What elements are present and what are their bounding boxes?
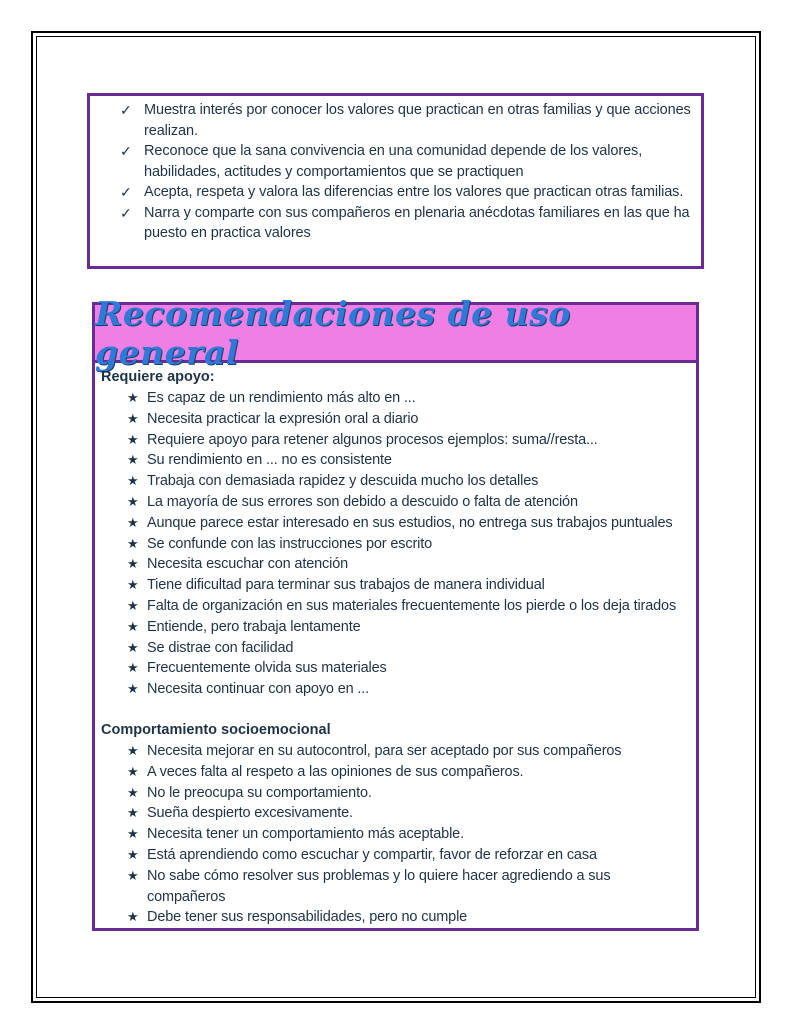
list-item bbox=[127, 409, 690, 430]
list-item-text: Necesita mejorar en su autocontrol, para ser aceptado por sus compañeros bbox=[147, 742, 622, 759]
list-item-text: Sueña despierto excesivamente. bbox=[147, 805, 353, 822]
star-icon: ★ bbox=[127, 535, 139, 551]
list-item bbox=[127, 575, 690, 596]
star-icon: ★ bbox=[127, 660, 139, 676]
list-item-text: No sabe cómo resolver sus problemas y lo quiere hacer agrediendo a sus compañeros bbox=[147, 867, 611, 905]
star-icon: ★ bbox=[127, 909, 139, 925]
star-icon: ★ bbox=[127, 577, 139, 593]
list-item-text: Está aprendiendo como escuchar y compartir, favor de reforzar en casa bbox=[147, 846, 597, 863]
list-item-text: Necesita tener un comportamiento más aceptable. bbox=[147, 826, 464, 843]
checkmark-icon: ✓ bbox=[120, 102, 132, 118]
list-item bbox=[127, 471, 690, 492]
list-item-text: Trabaja con demasiada rapidez y descuida mucho los detalles bbox=[147, 473, 539, 490]
list-item bbox=[127, 638, 690, 659]
behavior-list bbox=[101, 741, 690, 928]
list-item bbox=[127, 430, 690, 451]
star-icon: ★ bbox=[127, 639, 139, 655]
star-icon: ★ bbox=[127, 867, 139, 883]
list-item-text: Reconoce que la sana convivencia en una comunidad depende de los valores, habilidades, actitudes y comportamientos que se practiquen bbox=[144, 143, 643, 180]
list-item bbox=[127, 617, 690, 638]
list-item-text: Aunque parece estar interesado en sus estudios, no entrega sus trabajos puntuales bbox=[147, 514, 673, 531]
list-item bbox=[127, 845, 690, 866]
list-item bbox=[127, 866, 690, 908]
star-icon: ★ bbox=[127, 431, 139, 447]
list-item bbox=[127, 679, 690, 700]
list-item-text: Su rendimiento en ... no es consistente bbox=[147, 452, 392, 469]
star-icon: ★ bbox=[127, 826, 139, 842]
list-item bbox=[127, 534, 690, 555]
list-item bbox=[127, 783, 690, 804]
behavior-heading: Comportamiento socioemocional bbox=[101, 721, 331, 738]
list-item bbox=[127, 388, 690, 409]
recommendations-body bbox=[95, 363, 696, 928]
list-item bbox=[127, 907, 690, 928]
list-item-text: Tiene dificultad para terminar sus trabajos de manera individual bbox=[147, 577, 545, 594]
recommendations-header bbox=[95, 293, 696, 372]
list-item-text: Muestra interés por conocer los valores que practican en otras familias y que acciones realizan. bbox=[144, 102, 691, 139]
support-heading: Requiere apoyo: bbox=[101, 369, 215, 385]
star-icon: ★ bbox=[127, 390, 139, 405]
objectives-box bbox=[87, 93, 704, 269]
list-item-text: Necesita practicar la expresión oral a diario bbox=[147, 410, 419, 427]
star-icon: ★ bbox=[127, 410, 139, 426]
list-item bbox=[127, 803, 690, 824]
list-item-text: Requiere apoyo para retener algunos procesos ejemplos: suma//resta... bbox=[147, 431, 598, 448]
objectives-list bbox=[120, 100, 693, 244]
list-item bbox=[120, 141, 693, 182]
star-icon: ★ bbox=[127, 805, 139, 821]
list-item bbox=[127, 658, 690, 679]
list-item-text: Necesita continuar con apoyo en ... bbox=[147, 681, 370, 698]
checkmark-icon: ✓ bbox=[120, 143, 132, 159]
list-item-text: Frecuentemente olvida sus materiales bbox=[147, 660, 387, 677]
list-item bbox=[127, 513, 690, 534]
star-icon: ★ bbox=[127, 514, 139, 530]
recommendations-box bbox=[92, 293, 699, 931]
list-item bbox=[120, 203, 693, 244]
list-item-text: Entiende, pero trabaja lentamente bbox=[147, 618, 361, 635]
checkmark-icon: ✓ bbox=[120, 184, 132, 200]
list-item-text: A veces falta al respeto a las opiniones de sus compañeros. bbox=[147, 763, 524, 780]
list-item bbox=[127, 741, 690, 762]
section-spacer bbox=[101, 700, 690, 720]
star-icon: ★ bbox=[127, 763, 139, 779]
star-icon: ★ bbox=[127, 784, 139, 800]
list-item bbox=[127, 824, 690, 845]
list-item-text: Falta de organización en sus materiales frecuentemente los pierde o los deja tirados bbox=[147, 597, 677, 614]
list-item bbox=[127, 762, 690, 783]
star-icon: ★ bbox=[127, 681, 139, 697]
list-item bbox=[127, 450, 690, 471]
list-item-text: Acepta, respeta y valora las diferencias entre los valores que practican otras familias. bbox=[144, 184, 684, 200]
star-icon: ★ bbox=[127, 473, 139, 489]
star-icon: ★ bbox=[127, 618, 139, 634]
list-item-text: La mayoría de sus errores son debido a descuido o falta de atención bbox=[147, 493, 578, 510]
list-item-text: Se confunde con las instrucciones por escrito bbox=[147, 535, 433, 552]
list-item-text: No le preocupa su comportamiento. bbox=[147, 784, 372, 801]
recommendations-title: Recomendaciones de uso general bbox=[95, 293, 571, 372]
list-item bbox=[127, 554, 690, 575]
star-icon: ★ bbox=[127, 742, 139, 758]
star-icon: ★ bbox=[127, 846, 139, 862]
star-icon: ★ bbox=[127, 597, 139, 613]
list-item bbox=[127, 596, 690, 617]
list-item-text: Narra y comparte con sus compañeros en plenaria anécdotas familiares en las que ha puesto en practica valores bbox=[144, 204, 690, 241]
list-item bbox=[120, 182, 693, 203]
list-item-text: Es capaz de un rendimiento más alto en ... bbox=[147, 390, 416, 406]
list-item-text: Debe tener sus responsabilidades, pero no cumple bbox=[147, 909, 468, 926]
star-icon: ★ bbox=[127, 556, 139, 572]
list-item bbox=[127, 492, 690, 513]
list-item bbox=[120, 100, 693, 141]
list-item-text: Se distrae con facilidad bbox=[147, 639, 294, 656]
list-item-text: Necesita escuchar con atención bbox=[147, 556, 349, 573]
star-icon: ★ bbox=[127, 452, 139, 468]
star-icon: ★ bbox=[127, 493, 139, 509]
support-list bbox=[101, 388, 690, 700]
checkmark-icon: ✓ bbox=[120, 204, 132, 221]
